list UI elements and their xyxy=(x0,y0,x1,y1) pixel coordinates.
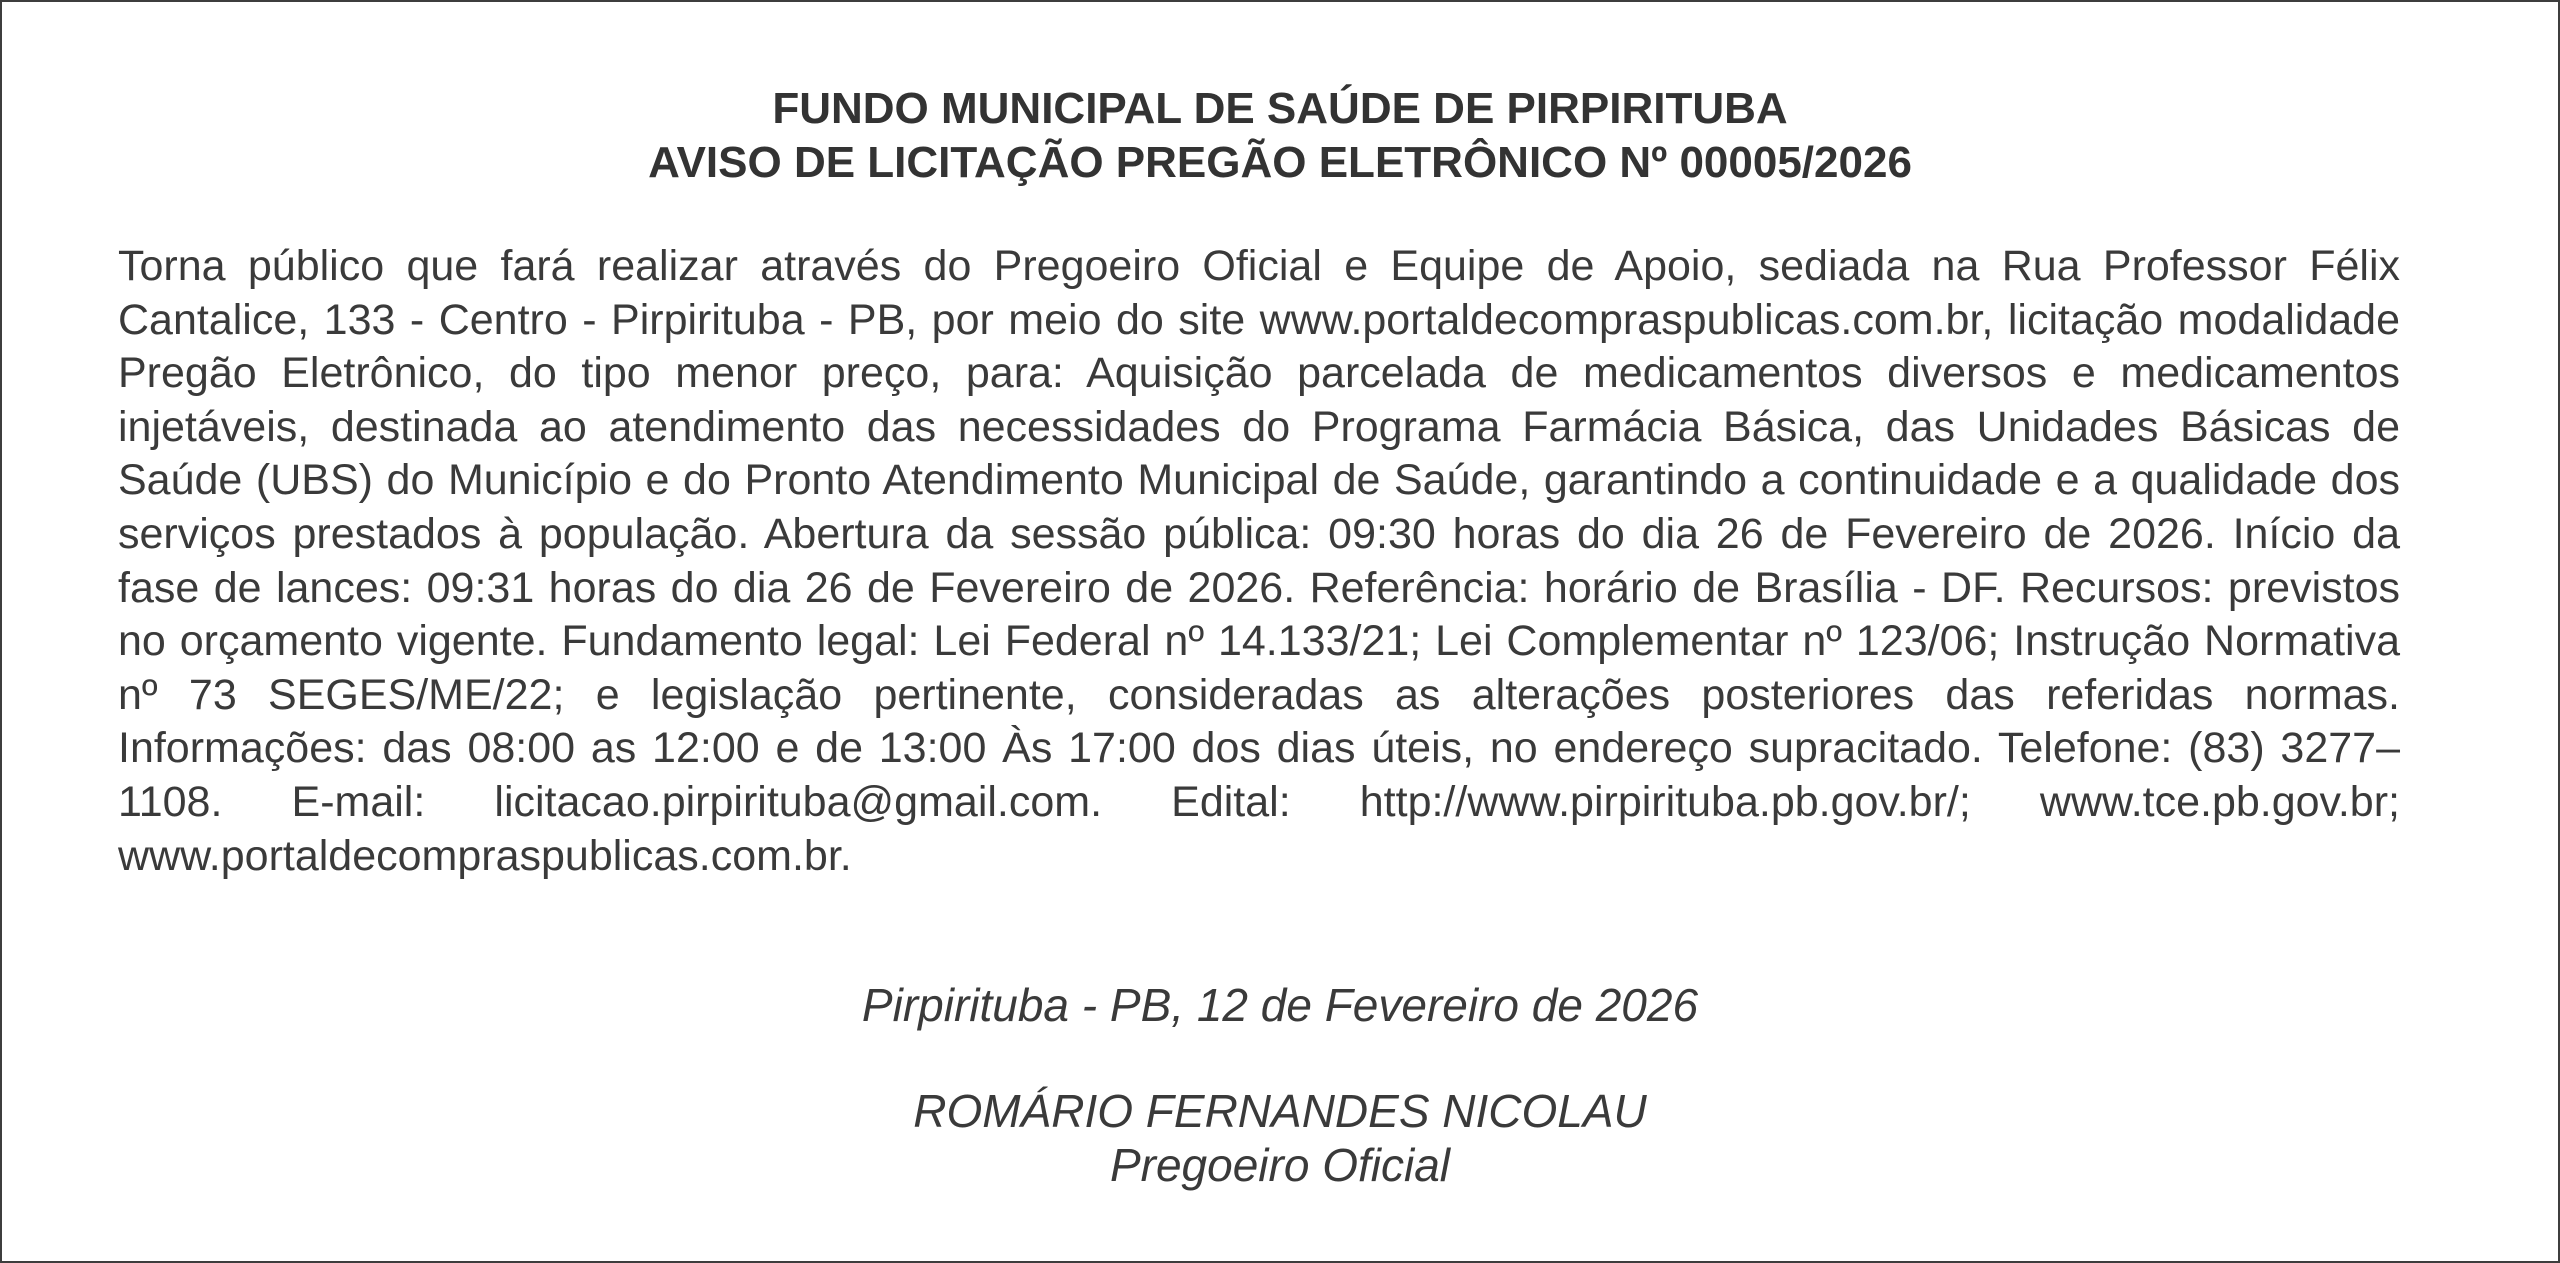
notice-heading xyxy=(2,82,2558,190)
place-date: Pirpirituba - PB, 12 de Fevereiro de 2026 xyxy=(861,979,1699,1031)
signer-role: Pregoeiro Oficial xyxy=(1109,1139,1451,1191)
notice-body: Torna público que fará realizar através do Pregoeiro Oficial e Equipe de Apoio, sediada na Rua Professor Félix Cantalice, 133 - Centro - Pirpirituba - PB, por meio do site www.portaldecompraspublicas.com.br, licitação modalidade Pregão Eletrônico, do tipo menor preço, para: Aquisição parcelada de medicamentos diversos e medicamentos injetáveis, destinada ao atendimento das necessidades do Programa Farmácia Básica, das Unidades Básicas de Saúde (UBS) do Município e do Pronto Atendimento Municipal de Saúde, garantindo a continuidade e a qualidade dos serviços prestados à população. Abertura da sessão pública: 09:30 horas do dia 26 de Fevereiro de 2026. Início da fase de lances: 09:31 horas do dia 26 de Fevereiro de 2026. Referência: horário de Brasília - DF. Recursos: previstos no orçamento vigente. Fundamento legal: Lei Federal nº 14.133/21; Lei Complementar nº 123/06; Instrução Normativa nº 73 SEGES/ME/22; e legislação pertinente, consideradas as alterações posteriores das referidas normas. Informações: das 08:00 as 12:00 e de 13:00 Às 17:00 dos dias úteis, no endereço supracitado. Telefone: (83) 3277–1108. E-mail: licitacao.pirpirituba@gmail.com. Edital: http://www.pirpirituba.pb.gov.br/; www.tce.pb.gov.br; www.portaldecompraspublicas.com.br. xyxy=(118,242,2400,880)
notice-title: FUNDO MUNICIPAL DE SAÚDE DE PIRPIRITUBA xyxy=(772,84,1788,133)
signer-name: ROMÁRIO FERNANDES NICOLAU xyxy=(913,1085,1647,1137)
notice-subtitle: AVISO DE LICITAÇÃO PREGÃO ELETRÔNICO Nº 00005/2026 xyxy=(648,138,1912,187)
